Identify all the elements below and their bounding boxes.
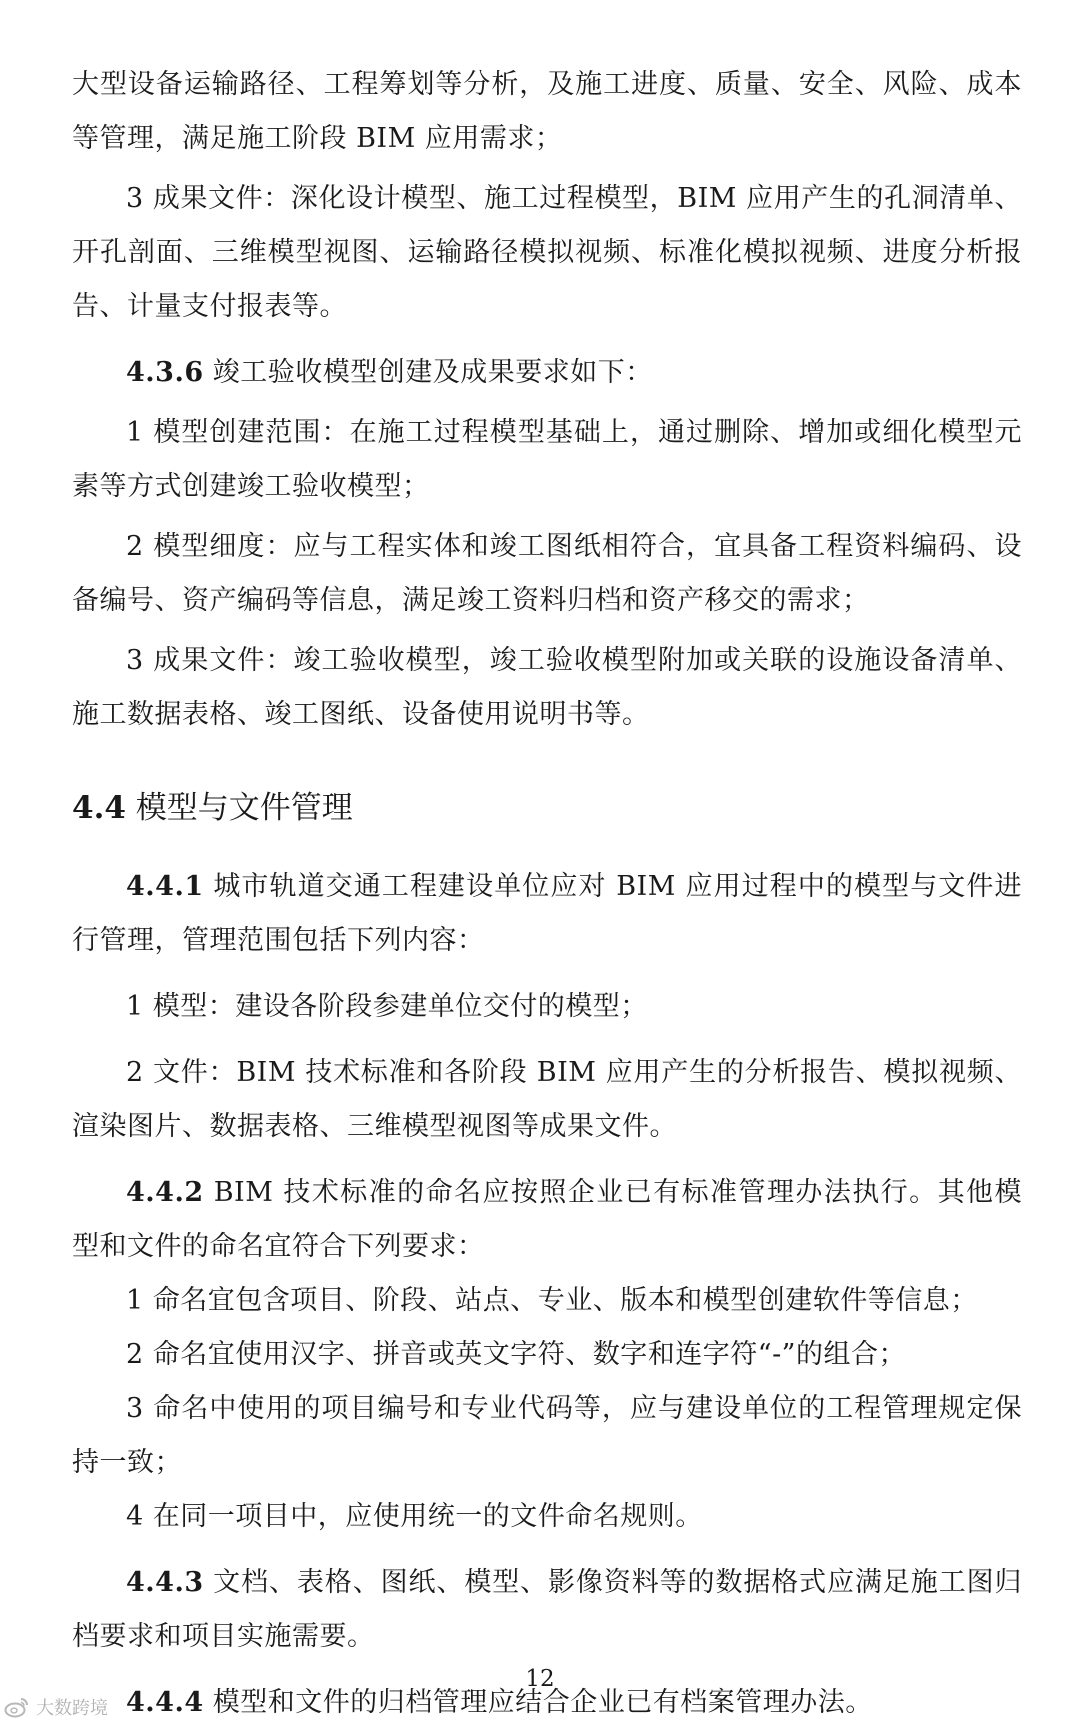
- watermark: [4, 1694, 108, 1720]
- paragraph-item-1: 1 模型：建设各阶段参建单位交付的模型；: [126, 991, 648, 1022]
- paragraph-continuation: 大型设备运输路径、工程筹划等分析，及施工进度、质量、安全、风险、成本等管理，满足施工阶段 BIM 应用需求；: [72, 69, 1022, 154]
- clause-number: 4.4.1: [126, 871, 204, 902]
- weibo-logo-icon: [4, 1696, 30, 1718]
- paragraph-item-2: 2 模型细度：应与工程实体和竣工图纸相符合，宜具备工程资料编码、设备编号、资产编码等信息，满足竣工资料归档和资产移交的需求；: [72, 531, 1022, 616]
- paragraph-item-3: 3 成果文件：竣工验收模型，竣工验收模型附加或关联的设施设备清单、施工数据表格、竣工图纸、设备使用说明书等。: [72, 645, 1022, 730]
- page-number: 12: [525, 1666, 555, 1692]
- clause-number: 4.4.2: [126, 1177, 204, 1208]
- document-body: [72, 58, 1022, 1730]
- clause-text: 文档、表格、图纸、模型、影像资料等的数据格式应满足施工图归档要求和项目实施需要。: [72, 1567, 1023, 1652]
- paragraph-item-2: 2 文件：BIM 技术标准和各阶段 BIM 应用产生的分析报告、模拟视频、渲染图片、数据表格、三维模型视图等成果文件。: [72, 1057, 1022, 1142]
- clause-4-4-1: [72, 860, 1022, 968]
- paragraph-item-2: 2 命名宜使用汉字、拼音或英文字符、数字和连字符“-”的组合；: [126, 1339, 906, 1370]
- clause-text: 竣工验收模型创建及成果要求如下：: [212, 357, 653, 388]
- watermark-text: 大数跨境: [36, 1698, 108, 1719]
- clause-number: 4.4.4: [126, 1687, 204, 1718]
- paragraph-deliverables: 3 成果文件：深化设计模型、施工过程模型，BIM 应用产生的孔洞清单、开孔剖面、三维模型视图、运输路径模拟视频、标准化模拟视频、进度分析报告、计量支付报表等。: [72, 183, 1022, 322]
- section-title: 模型与文件管理: [135, 790, 353, 826]
- paragraph-item-1: 1 命名宜包含项目、阶段、站点、专业、版本和模型创建软件等信息；: [126, 1285, 978, 1316]
- clause-4-3-6: [72, 346, 1022, 400]
- clause-text: BIM 技术标准的命名应按照企业已有标准管理办法执行。其他模型和文件的命名宜符合下列要求：: [72, 1177, 1022, 1262]
- clause-4-4-3: [72, 1556, 1022, 1664]
- section-number: 4.4: [72, 790, 126, 826]
- paragraph-item-1: 1 模型创建范围：在施工过程模型基础上，通过删除、增加或细化模型元素等方式创建竣工验收模型；: [72, 417, 1022, 502]
- clause-text: 城市轨道交通工程建设单位应对 BIM 应用过程中的模型与文件进行管理，管理范围包括下列内容：: [72, 871, 1022, 956]
- section-heading-4-4: [72, 778, 1022, 838]
- paragraph-item-4: 4 在同一项目中，应使用统一的文件命名规则。: [126, 1501, 703, 1532]
- clause-4-4-2: [72, 1166, 1022, 1274]
- clause-text: 模型和文件的归档管理应结合企业已有档案管理办法。: [212, 1687, 873, 1718]
- clause-number: 4.3.6: [126, 357, 204, 388]
- clause-number: 4.4.3: [126, 1567, 204, 1598]
- paragraph-item-3: 3 命名中使用的项目编号和专业代码等，应与建设单位的工程管理规定保持一致；: [72, 1393, 1022, 1478]
